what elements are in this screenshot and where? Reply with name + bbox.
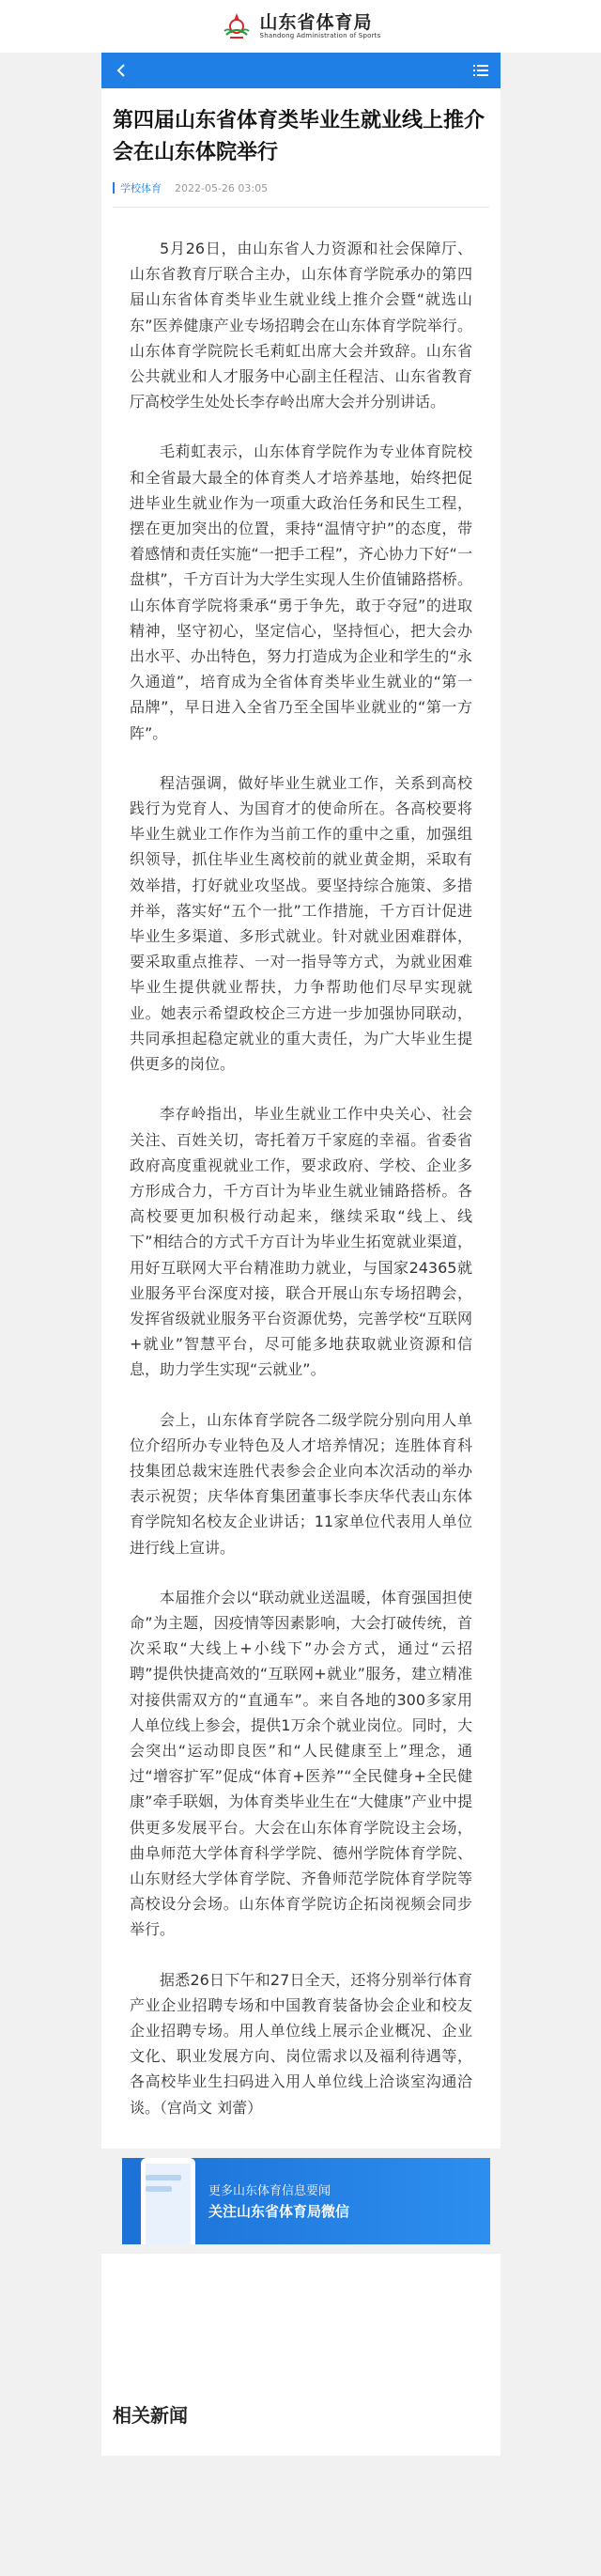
article-body bbox=[101, 208, 501, 2120]
paragraph: 据悉26日下午和27日全天，还将分别举行体育产业企业招聘专场和中国教育装备协会企业和校友企业招聘专场。用人单位线上展示企业概况、企业文化、职业发展方向、岗位需求以及福利待遇等，各高校毕业生扫码进入用人单位线上洽谈室沟通洽谈。（宫尚文 刘蕾） bbox=[130, 1970, 472, 2117]
promo-line1: 更多山东体育信息要闻 bbox=[208, 2184, 331, 2199]
paragraph: 5月26日，由山东省人力资源和社会保障厅、山东省教育厅联合主办，山东体育学院承办的第四届山东省体育类毕业生就业线上推介会暨“就选山东”医养健康产业专场招聘会在山东体育学院举行。山东体育学院院长毛莉虹出席大会并致辞。山东省公共就业和人才服务中心副主任程洁、山东省教育厅高校学生处处长李存岭出席大会并分别讲话。 bbox=[130, 240, 472, 411]
paragraph: 毛莉虹表示，山东体育学院作为专业体育院校和全省最大最全的体育类人才培养基地，始终把促进毕业生就业作为一项重大政治任务和民生工程，摆在更加突出的位置，秉持“温情守护”的态度，带着感情和责任实施“一把手工程”，齐心协力下好“一盘棋”，千方百计为大学生实现人生价值铺路搭桥。山东体育学院将秉承“勇于争先，敢于夺冠”的进取精神，坚守初心，坚定信心，坚持恒心，把大会办出水平、办出特色，努力打造成为企业和学生的“永久通道”，培育成为全省体育类毕业生就业的“第一品牌”，早日进入全省乃至全国毕业就业的“第一方阵”。 bbox=[130, 442, 472, 742]
article bbox=[101, 88, 501, 2456]
article-title: 第四届山东省体育类毕业生就业线上推介会在山东体院举行 bbox=[113, 109, 485, 164]
back-button[interactable] bbox=[109, 53, 133, 88]
meta-accent-bar bbox=[113, 182, 115, 194]
promo-inner bbox=[122, 2158, 490, 2244]
phone-icon bbox=[141, 2158, 195, 2244]
menu-icon bbox=[473, 64, 488, 77]
nav-bar bbox=[101, 53, 501, 88]
site-name-en: Shandong Administration of Sports bbox=[259, 31, 381, 39]
emblem-icon bbox=[221, 10, 253, 42]
chevron-left-icon bbox=[116, 64, 126, 77]
site-brand[interactable] bbox=[221, 10, 381, 42]
related-news-heading: 相关新闻 bbox=[113, 2404, 188, 2427]
article-date: 2022-05-26 03:05 bbox=[175, 181, 269, 194]
promo-text bbox=[208, 2180, 349, 2221]
paragraph: 程洁强调，做好毕业生就业工作，关系到高校践行为党育人、为国育才的使命所在。各高校要将毕业生就业工作作为当前工作的重中之重，加强组织领导，抓住毕业生离校前的就业黄金期，采取有效举措，打好就业攻坚战。要坚持综合施策、多措并举，落实好“五个一批”工作措施，千方百计促进毕业生多渠道、多形式就业。针对就业困难群体，要采取重点推荐、一对一指导等方式，为就业困难毕业生提供就业帮扶，力争帮助他们尽早实现就业。她表示希望政校企三方进一步加强协同联动，共同承担起稳定就业的重大责任，为广大毕业生提供更多的岗位。 bbox=[130, 773, 472, 1074]
site-header bbox=[0, 0, 601, 53]
paragraph: 本届推介会以“联动就业送温暖，体育强国担使命”为主题，因疫情等因素影响，大会打破传统，首次采取“大线上+小线下”办会方式，通过“云招聘”提供快捷高效的“互联网+就业”服务，建立精准对接供需双方的“直通车”。来自各地的300多家用人单位线上参会，提供1万余个就业岗位。同时，大会突出“运动即良医”和“人民健康至上”理念，通过“增容扩军”促成“体育+医养”“全民健身+全民健康”牵手联姻，为体育类毕业生在“大健康”产业中提供更多发展平台。大会在山东体育学院设主会场，曲阜师范大学体育科学学院、德州学院体育学院、山东财经大学体育学院、齐鲁师范学院体育学院等高校设分会场。山东体育学院访企拓岗视频会同步举行。 bbox=[130, 1588, 472, 1939]
paragraph: 李存岭指出，毕业生就业工作中央关心、社会关注、百姓关切，寄托着万千家庭的幸福。省委省政府高度重视就业工作，要求政府、学校、企业多方形成合力，千方百计为毕业生就业铺路搭桥。各高校要更加积极行动起来，继续采取“线上、线下”相结合的方式千方百计为毕业生拓宽就业渠道，用好互联网大平台精准助力就业，与国家24365就业服务平台深度对接，联合开展山东专场招聘会，发挥省级就业服务平台资源优势，完善学校“互联网+就业”智慧平台，尽可能多地获取就业资源和信息，助力学生实现“云就业”。 bbox=[130, 1105, 472, 1379]
wechat-promo-banner[interactable] bbox=[101, 2149, 501, 2254]
menu-button[interactable] bbox=[469, 53, 493, 88]
site-name-cn: 山东省体育局 bbox=[259, 11, 373, 33]
article-source[interactable]: 学校体育 bbox=[120, 182, 162, 194]
paragraph: 会上，山东体育学院各二级学院分别向用人单位介绍所办专业特色及人才培养情况；连胜体育科技集团总裁宋连胜代表参会企业向本次活动的举办表示祝贺；庆华体育集团董事长李庆华代表山东体育学院知名校友企业讲话；11家单位代表用人单位进行线上宣讲。 bbox=[130, 1410, 472, 1557]
promo-line2: 关注山东省体育局微信 bbox=[208, 2203, 350, 2221]
article-meta bbox=[113, 180, 489, 195]
